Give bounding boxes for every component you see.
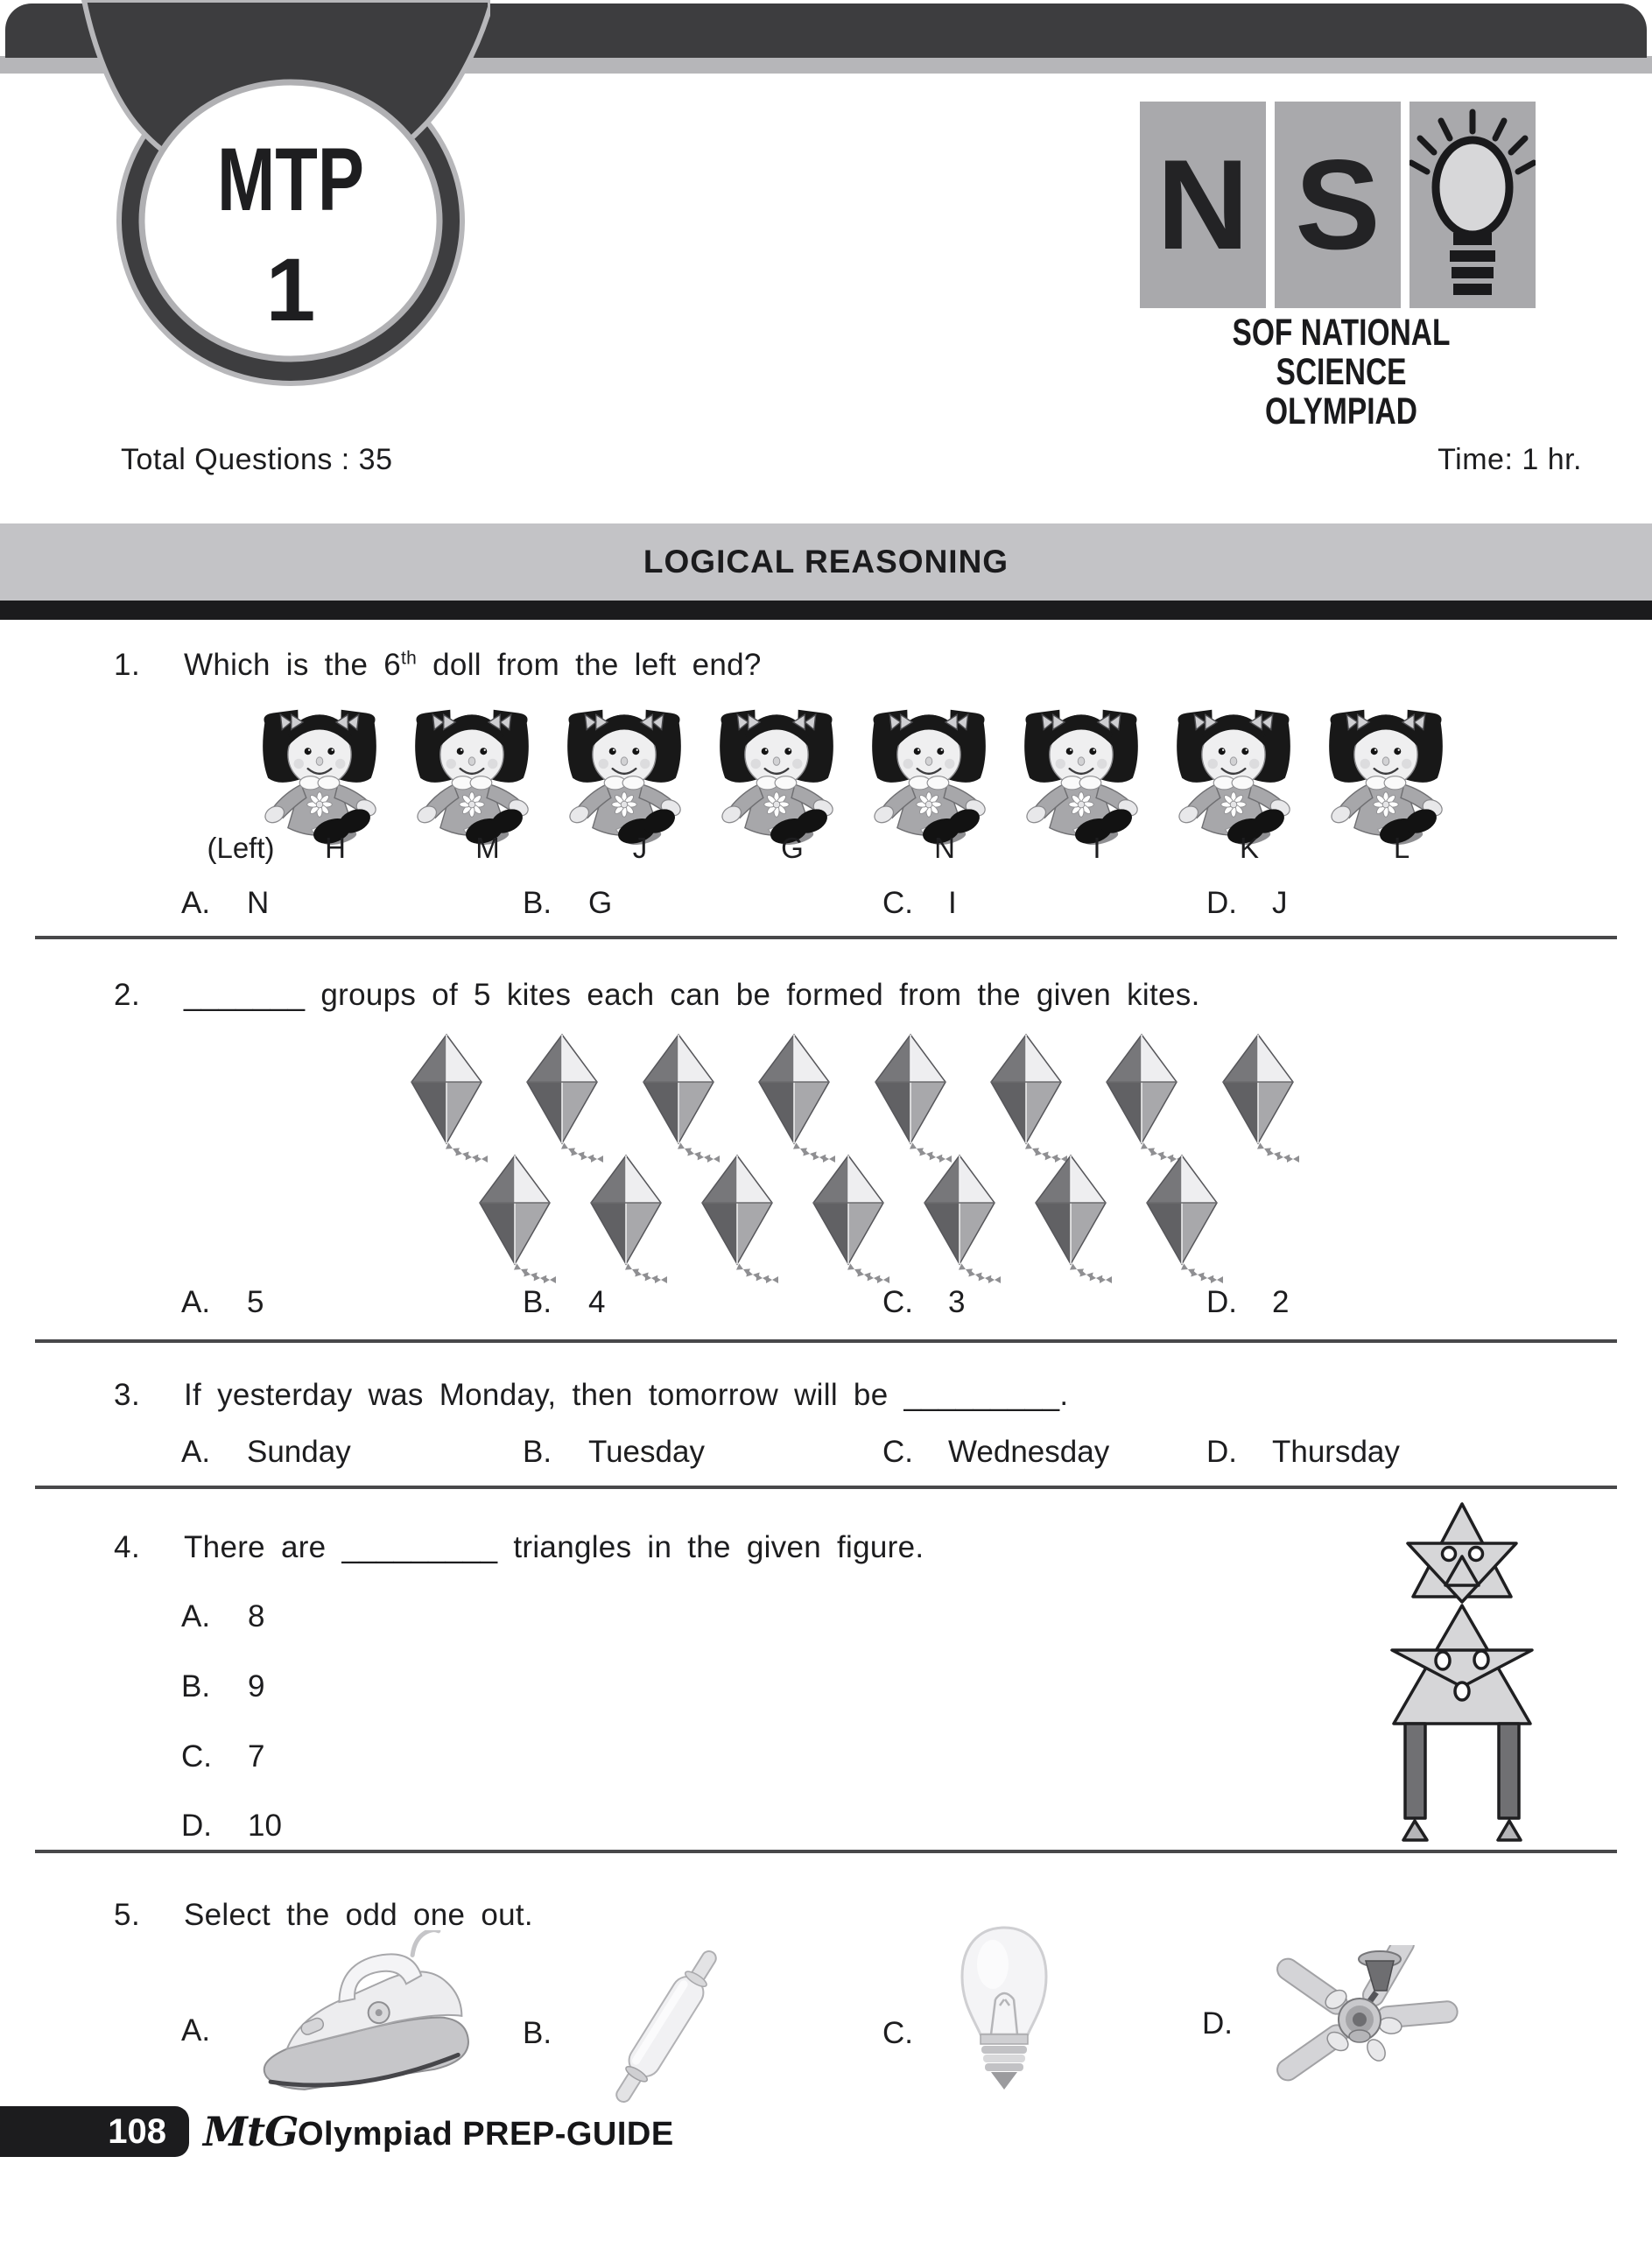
question-3-text: If yesterday was Monday, then tomorrow will be _________. — [184, 1378, 1069, 1412]
question-5-text: Select the odd one out. — [184, 1898, 533, 1932]
kite-image — [1214, 1031, 1302, 1163]
doll-image — [405, 696, 538, 847]
option-letter: C. — [882, 1435, 913, 1469]
ceiling-fan-image — [1268, 1945, 1469, 2085]
book-title: Olympiad PREP-GUIDE — [298, 2116, 674, 2153]
question-4-number: 4. — [114, 1530, 141, 1564]
option-value: 7 — [248, 1739, 265, 1774]
nso-org-line2: OLYMPIAD — [1265, 390, 1417, 433]
question-2-text: _______ groups of 5 kites each can be formed from the given kites. — [184, 978, 1200, 1012]
doll-image — [862, 696, 995, 847]
doll-image — [1319, 696, 1452, 847]
question-1-number: 1. — [114, 648, 141, 682]
option-3-d — [1206, 1435, 1400, 1470]
doll-image — [710, 696, 843, 847]
kite-image — [635, 1031, 722, 1163]
option-4-a — [181, 1599, 264, 1634]
kite-image — [582, 1152, 670, 1283]
kite-image — [867, 1031, 954, 1163]
section-divider-bar — [0, 601, 1652, 620]
option-letter: A. — [181, 1285, 211, 1319]
kite-image — [518, 1031, 606, 1163]
option-letter: C. — [882, 1285, 913, 1319]
option-value: 4 — [588, 1285, 606, 1319]
nso-letter-n-text: N — [1156, 133, 1249, 276]
option-5-b: B. — [523, 2016, 552, 2050]
doll-label-i: I — [1093, 832, 1101, 864]
doll-image — [558, 696, 691, 847]
kite-image — [916, 1152, 1003, 1283]
option-1-a — [181, 886, 269, 921]
option-value: 3 — [948, 1285, 966, 1319]
option-5-d: D. — [1202, 2006, 1233, 2041]
option-3-c — [882, 1435, 1109, 1470]
option-value: Thursday — [1272, 1435, 1400, 1469]
doll-label-j: J — [632, 832, 648, 864]
divider — [35, 936, 1617, 939]
nso-org-line1: SOF NATIONAL SCIENCE — [1232, 312, 1451, 394]
doll-label-g: G — [781, 832, 804, 864]
option-value: Sunday — [247, 1435, 351, 1469]
doll-image — [1167, 696, 1300, 847]
question-3-number: 3. — [114, 1378, 141, 1412]
triangle-robot-figure — [1388, 1499, 1536, 1844]
option-letter: C. — [181, 1739, 212, 1774]
option-letter: A. — [181, 1599, 211, 1633]
question-1-text-before: Which is the 6 — [184, 648, 402, 682]
page-number: 108 — [108, 2112, 166, 2151]
rolling-pin-image — [592, 1935, 741, 2118]
option-letter: B. — [523, 1435, 552, 1469]
mtp-badge — [0, 0, 490, 411]
divider — [35, 1339, 1617, 1343]
option-letter: A. — [181, 1435, 211, 1469]
doll-label-m: M — [475, 832, 500, 864]
option-value: I — [948, 886, 957, 920]
option-letter: C. — [882, 886, 913, 920]
nso-org-name — [1122, 313, 1560, 432]
option-letter: B. — [181, 1669, 211, 1704]
kite-image — [805, 1152, 892, 1283]
doll-image — [1015, 696, 1148, 847]
option-letter: D. — [1206, 1435, 1237, 1469]
question-5-number: 5. — [114, 1898, 141, 1932]
divider — [35, 1850, 1617, 1853]
option-value: 8 — [248, 1599, 265, 1633]
option-value: 5 — [247, 1285, 264, 1319]
option-value: N — [247, 886, 270, 920]
section-title: LOGICAL REASONING — [643, 544, 1009, 580]
option-letter: D. — [181, 1809, 212, 1843]
option-4-d — [181, 1809, 282, 1844]
total-questions-label: Total Questions : 35 — [121, 443, 393, 476]
question-1-text — [184, 648, 762, 683]
option-letter: B. — [523, 886, 552, 920]
nso-letter-n — [1140, 102, 1266, 308]
mtp-number: 1 — [265, 240, 316, 340]
doll-label-l: L — [1393, 832, 1410, 864]
doll-label-h: H — [325, 832, 346, 864]
option-value: 2 — [1272, 1285, 1290, 1319]
option-5-c: C. — [882, 2016, 913, 2050]
question-1-text-sup: th — [401, 648, 418, 669]
option-value: Wednesday — [948, 1435, 1110, 1469]
kite-image — [693, 1152, 781, 1283]
option-value: 10 — [248, 1809, 282, 1843]
option-1-c — [882, 886, 957, 921]
kite-image — [1138, 1152, 1226, 1283]
option-letter: A. — [181, 886, 211, 920]
option-letter: D. — [1206, 1285, 1237, 1319]
section-band — [0, 523, 1652, 601]
option-letter: D. — [1206, 886, 1237, 920]
doll-label-k: K — [1239, 832, 1260, 864]
kite-image — [982, 1031, 1070, 1163]
option-2-a — [181, 1285, 264, 1320]
option-3-a — [181, 1435, 351, 1470]
kite-image — [750, 1031, 838, 1163]
question-2-number: 2. — [114, 978, 141, 1012]
question-4-text: There are _________ triangles in the given figure. — [184, 1530, 924, 1564]
option-2-b — [523, 1285, 605, 1320]
kite-image — [1027, 1152, 1114, 1283]
kite-image — [471, 1152, 559, 1283]
lightbulb-icon — [1409, 102, 1536, 308]
publisher-logo: MtG — [203, 2108, 299, 2155]
question-1-text-after: doll from the left end? — [417, 648, 762, 682]
nso-letter-s-text: S — [1295, 133, 1381, 276]
option-1-b — [523, 886, 612, 921]
option-3-b — [523, 1435, 705, 1470]
option-2-d — [1206, 1285, 1289, 1320]
light-bulb-image — [947, 1922, 1061, 2093]
doll-label-n: N — [934, 832, 955, 864]
option-value: Tuesday — [588, 1435, 705, 1469]
page-number-badge — [0, 2106, 189, 2157]
electric-iron-image — [247, 1930, 479, 2105]
nso-bulb-square — [1409, 102, 1536, 308]
kite-image — [1098, 1031, 1185, 1163]
option-1-d — [1206, 886, 1288, 921]
kite-image — [403, 1031, 490, 1163]
option-2-c — [882, 1285, 965, 1320]
left-end-label: (Left) — [207, 832, 275, 864]
option-value: 9 — [248, 1669, 265, 1704]
nso-letter-s — [1275, 102, 1401, 308]
option-letter: B. — [523, 1285, 552, 1319]
option-value: G — [588, 886, 613, 920]
option-value: J — [1272, 886, 1288, 920]
mtp-label: MTP — [217, 130, 364, 229]
time-label: Time: 1 hr. — [1438, 443, 1582, 476]
doll-image — [253, 696, 386, 847]
option-4-b — [181, 1669, 264, 1704]
option-5-a: A. — [181, 2013, 211, 2048]
option-4-c — [181, 1739, 264, 1774]
divider — [35, 1486, 1617, 1489]
